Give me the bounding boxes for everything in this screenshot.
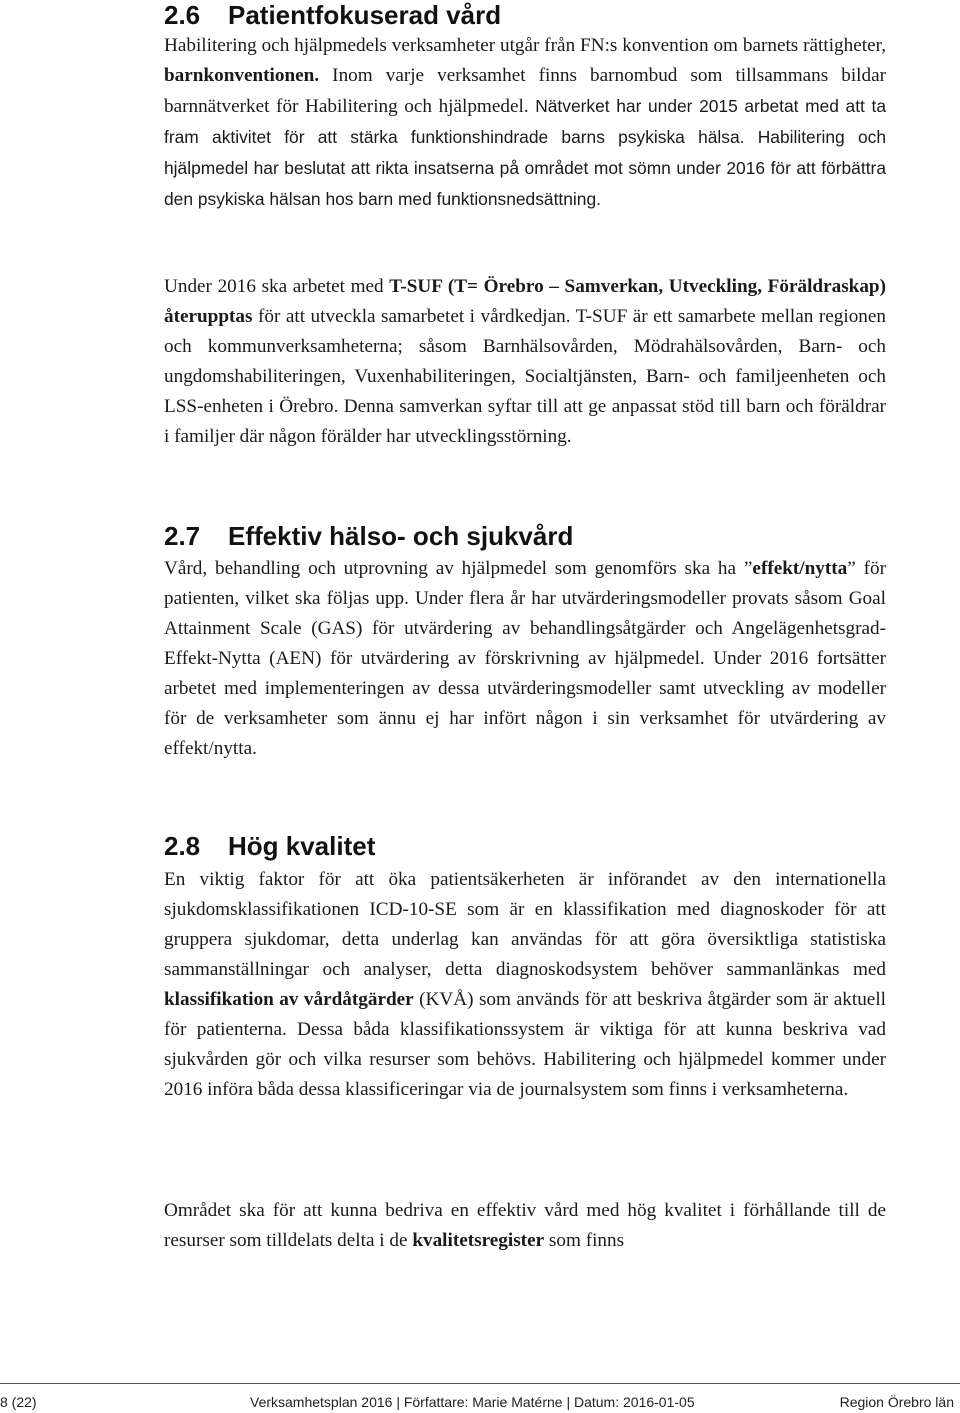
section-number: 2.6	[164, 0, 201, 30]
page-number: 8 (22)	[0, 1394, 37, 1410]
section-heading-2-6	[164, 0, 501, 30]
text-run: Området ska för att kunna bedriva en effektiv vård med hög kvalitet i förhållande till de resurser som tilldelats delta i de	[164, 1200, 886, 1251]
page-footer	[0, 1393, 960, 1413]
text-run: Nätverket har under 2015 arbetat med att ta fram aktivitet för att stärka funktionshindrade barns psykiska hälsa.	[164, 96, 887, 147]
section-title: Patientfokuserad vård	[228, 0, 502, 30]
section-number: 2.7	[164, 521, 201, 551]
bold-term: barnkonventionen.	[164, 65, 320, 86]
text-run: Under 2016 ska arbetet med	[164, 276, 390, 297]
paragraph-quality-register	[164, 1196, 886, 1256]
text-run: En viktig faktor för att öka patientsäkerheten är införandet av den internationella sjukdomsklassifikationen ICD-10-SE som är en klassifikation med diagnoskoder för att gruppera sjukdomar, detta underlag kan användas för att göra översiktliga statistiska sammanställningar och analyser, detta diagnoskodsystem behöver sammanlänkas med	[164, 869, 886, 980]
footer-document-info: Verksamhetsplan 2016 | Författare: Marie Matérne | Datum: 2016-01-05	[250, 1394, 695, 1410]
paragraph-classification	[164, 865, 886, 1105]
bold-term: klassifikation av vårdåtgärder	[164, 989, 414, 1010]
section-title: Hög kvalitet	[228, 831, 376, 861]
paragraph-tsuf	[164, 272, 886, 452]
bold-term: effekt/nytta	[752, 558, 848, 579]
section-title: Effektiv hälso- och sjukvård	[228, 521, 574, 551]
text-run: ” för patienten, vilket ska följas upp. Under flera år har utvärderingsmodeller provats såsom Goal Attainment Scale (GAS) för utvärdering av behandlingsåtgärder och Angelägenhetsgrad-Effekt-Nytta (AEN) för utvärdering av förskrivning av hjälpmedel. Under 2016 fortsätter arbetet med implementeringen av dessa utvärderingsmodeller samt utveckling av modeller för de verksamheter som ännu ej har infört någon i sin verksamhet för utvärdering av effekt/nytta.	[164, 558, 887, 759]
section-number: 2.8	[164, 831, 201, 861]
text-run: Habilitering och hjälpmedel har beslutat att rikta insatserna på området mot sömn under 2016 för att förbättra den psykiska hälsan hos barn med funktionsnedsättning.	[164, 127, 887, 209]
footer-divider	[0, 1383, 960, 1384]
footer-organization: Region Örebro län	[839, 1394, 954, 1410]
bold-term: T-SUF (T= Örebro – Samverkan, Utveckling, Föräldraskap) återupptas	[164, 276, 886, 327]
section-heading-2-8	[164, 831, 375, 861]
paragraph-childrens-rights	[164, 31, 886, 215]
text-run: Inom varje verksamhet finns barnombud som tillsammans bildar barnnätverket för Habilitering och hjälpmedel.	[164, 65, 886, 117]
text-run: Habilitering och hjälpmedels verksamheter utgår från FN:s konvention om barnets rättigheter,	[164, 35, 886, 56]
bold-term: kvalitetsregister	[412, 1230, 545, 1251]
section-heading-2-7	[164, 521, 573, 551]
text-run: (KVÅ) som används för att beskriva åtgärder som är aktuell för patienterna. Dessa båda klassifikationssystem är viktiga för att kunna beskriva vad sjukvården gör och vilka resurser som behövs. Habilitering och hjälpmedel kommer under 2016 införa båda dessa klassificeringar via de journalsystem som finns i verksamheterna.	[164, 989, 886, 1100]
text-run: Vård, behandling och utprovning av hjälpmedel som genomförs ska ha ”	[164, 558, 753, 579]
text-run: som finns	[544, 1230, 625, 1251]
paragraph-effect	[164, 554, 886, 764]
text-run: för att utveckla samarbetet i vårdkedjan. T-SUF är ett samarbete mellan regionen och kommunverksamheterna; såsom Barnhälsovården, Mödrahälsovården, Barn- och ungdomshabiliteringen, Vuxenhabiliteringen, Socialtjänsten, Barn- och familjeenheten och LSS-enheten i Örebro. Denna samverkan syftar till att ge anpassat stöd till barn och föräldrar i familjer där någon förälder har utvecklingsstörning.	[164, 306, 886, 447]
